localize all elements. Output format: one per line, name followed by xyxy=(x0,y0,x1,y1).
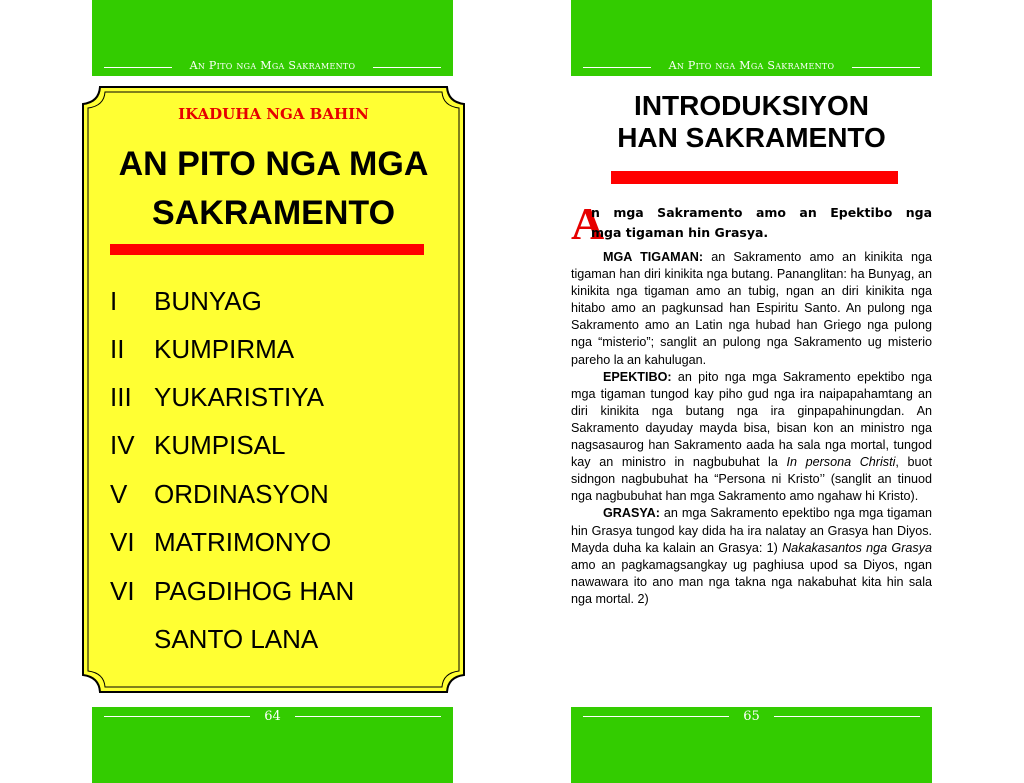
part-label: IKADUHA NGA BAHIN xyxy=(178,105,369,123)
right-page xyxy=(571,0,932,783)
paragraph-epektibo xyxy=(571,369,932,506)
running-header: An Pito nga Mga Sakramento xyxy=(189,59,356,72)
running-header: An Pito nga Mga Sakramento xyxy=(668,59,835,72)
list-item-number: III xyxy=(110,382,132,412)
paragraph-text: an pito nga mga Sakramento epektibo nga mga tigaman tungod kay piho gud nga ira naipapahamtang an diri kinikita nga butang nga ira ginpapahinungdan. An Sakramento dayuday mayda bisa, bisan kon an ministro nga nagsasaurog han Sakramento aada ha sala nga mortal, tungod kay an ministro in nagbubuhat la xyxy=(571,369,932,470)
list-item-name: MATRIMONYO xyxy=(154,527,332,557)
page-number: 65 xyxy=(743,709,760,724)
list-item-name: BUNYAG xyxy=(154,286,262,316)
intro-line-1: n mga Sakramento amo an Epektibo nga xyxy=(591,205,932,220)
list-item-number: I xyxy=(110,286,118,316)
paragraph-tigaman xyxy=(571,249,932,369)
list-item-number: VI xyxy=(110,576,135,606)
list-item-name: KUMPISAL xyxy=(154,430,286,460)
right-title-line1: INTRODUKSIYON xyxy=(634,90,869,121)
paragraph-grasya xyxy=(571,505,932,608)
page-number: 64 xyxy=(264,709,281,724)
left-title-line2: SAKRAMENTO xyxy=(151,194,396,232)
list-item-name: PAGDIHOG HAN xyxy=(154,576,355,606)
paragraph-lead: MGA TIGAMAN: xyxy=(603,250,704,264)
paragraph-text: amo an pagkamagsangkay ug paghiusa upod sa Diyos, ngan nawawara ito ano man nga takna nga nakabuhat kita hin sala nga mortal. 2) xyxy=(571,557,932,606)
left-title-line1: AN PITO NGA MGA xyxy=(118,145,429,183)
list-item-number: IV xyxy=(110,430,135,460)
list-item-name: KUMPIRMA xyxy=(154,334,295,364)
title-underline-bar xyxy=(611,171,898,184)
left-page xyxy=(92,0,453,783)
title-underline-bar xyxy=(110,244,424,255)
list-item-number: V xyxy=(110,479,128,509)
list-item-name: YUKARISTIYA xyxy=(154,382,325,412)
paragraph-italic: Nakakasantos nga Grasya xyxy=(782,540,932,555)
list-item-number: II xyxy=(110,334,125,364)
left-page-title xyxy=(82,140,465,238)
list-item-number: VI xyxy=(110,527,135,557)
paragraph-text: an mga Sakramento epektibo nga mga tigaman hin Grasya tungod kay dida ha ira nalatay an Grasya han Diyos. Mayda duha ka kalain an Grasya: 1) xyxy=(571,506,932,555)
drop-cap: A xyxy=(571,198,605,249)
paragraph-text: , buot sidngon nagbubuhat ha “Persona ni Kristo’’ (sanglit an tinuod nga nagbubuhat han mga Sakramento amo ngahaw hi Kristo). xyxy=(571,455,933,504)
paragraph-lead: GRASYA: xyxy=(603,506,660,521)
paragraph-text: an Sakramento amo an kinikita nga tigaman han diri kinikita nga butang. Pananglitan: ha Bunyag, an kinikita nga tigaman amo an tubig, ngan an diri kinikita nga hitabo amo an pagkunsad han Espiritu Santo. An pulong nga Sakramento amo an Latin nga hubad han Griego nga pulong nga “misterio”; sanglit an pulong nga Sakramento ug misterio pareho la an kahulugan. xyxy=(571,250,932,367)
body-text xyxy=(571,249,932,608)
list-item-name: SANTO LANA xyxy=(154,624,319,654)
paragraph-italic: In persona Christi xyxy=(786,455,896,470)
intro-line-2: mga tigaman hin Grasya. xyxy=(591,225,769,240)
right-page-title xyxy=(571,90,932,154)
paragraph-lead: EPEKTIBO: xyxy=(603,369,672,384)
right-title-line2: HAN SAKRAMENTO xyxy=(617,122,886,153)
list-item-name: ORDINASYON xyxy=(154,479,329,509)
